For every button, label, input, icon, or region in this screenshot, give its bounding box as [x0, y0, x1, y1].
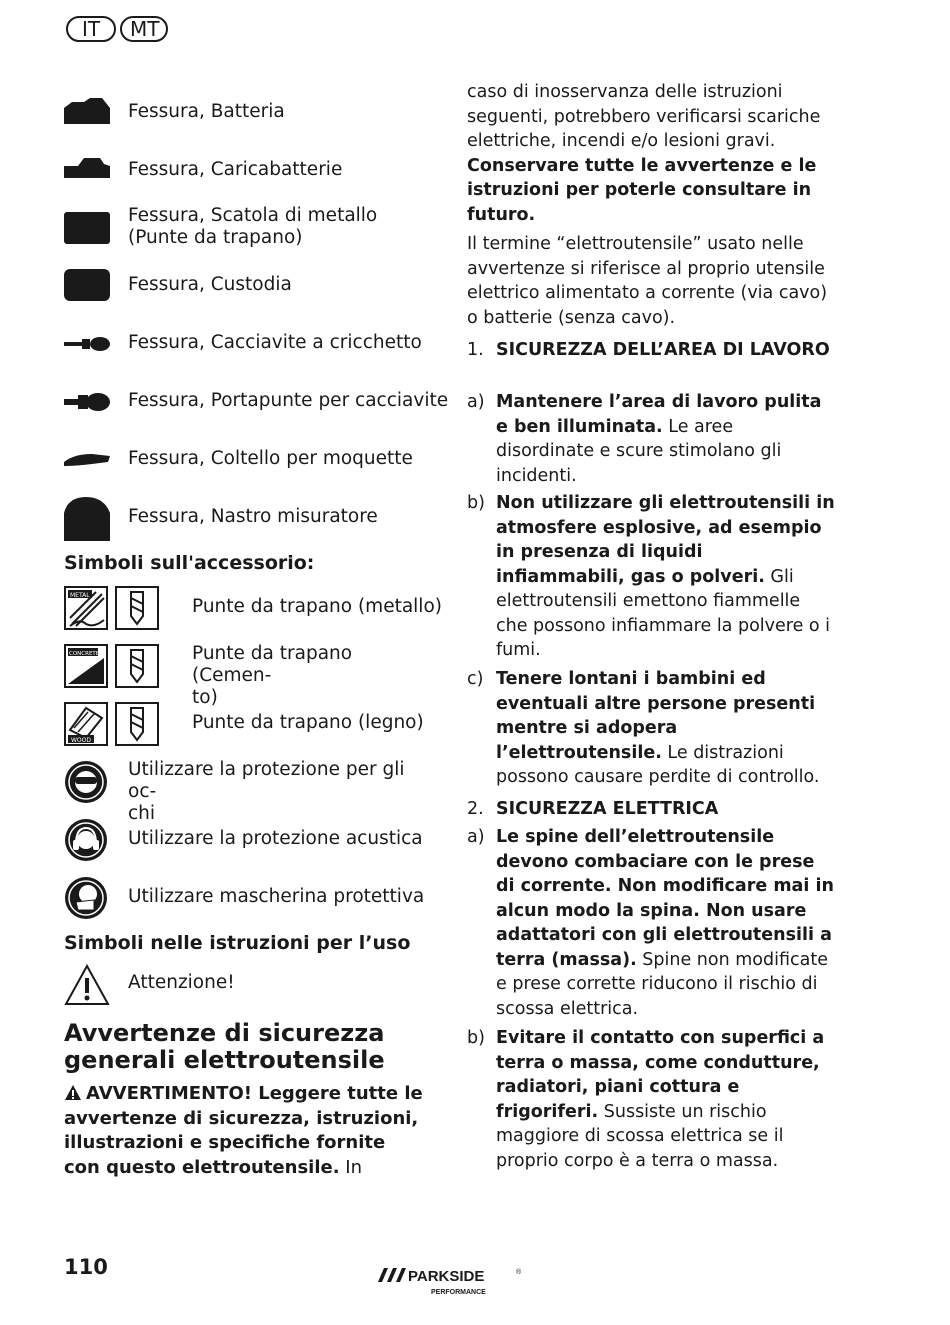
- instructions-symbols-heading: Simboli nelle istruzioni per l’uso: [64, 932, 411, 954]
- protection-label-eyes: Utilizzare la protezione per gli oc- chi: [128, 759, 405, 824]
- section-title: Avvertenze di sicurezza generali elettroutensile: [64, 1019, 385, 1074]
- slot-label-tape-measure: Fessura, Nastro misuratore: [128, 506, 378, 527]
- utility-knife-slot-icon: [64, 452, 110, 468]
- slot-label-utility-knife: Fessura, Coltello per moquette: [128, 448, 413, 469]
- slot-label-battery: Fessura, Batteria: [128, 101, 285, 122]
- svg-text:PARKSIDE: PARKSIDE: [408, 1268, 485, 1285]
- slot-label-bit-holder: Fessura, Portapunte per cacciavite: [128, 390, 449, 411]
- protection-label-mask: Utilizzare mascherina protettiva: [128, 886, 425, 907]
- svg-text:CONCRETE: CONCRETE: [69, 651, 100, 657]
- metal-badge-icon: [64, 586, 108, 630]
- svg-text:PERFORMANCE: PERFORMANCE: [431, 1289, 486, 1296]
- accessory-label-metal: Punte da trapano (metallo): [192, 596, 442, 617]
- general-warning-paragraph: AVVERTIMENTO! Leggere tutte le avvertenze di sicurezza, istruzioni, illustrazioni e specifiche fornite con questo elettroutensile. In: [64, 1083, 423, 1178]
- mask-protection-icon: [64, 876, 108, 920]
- drill-bit-icon: [115, 644, 159, 688]
- definition-paragraph: Il termine “elettroutensile” usato nelle avvertenze si riferisce al proprio utensile elettrico alimentato a corrente (via cavo) o batterie (senza cavo).: [467, 234, 828, 328]
- bit-holder-slot-icon: [64, 392, 110, 412]
- language-badge-it: IT: [66, 16, 116, 42]
- tape-measure-slot-icon: [64, 497, 110, 541]
- protection-label-ears: Utilizzare la protezione acustica: [128, 828, 423, 849]
- slot-label-case: Fessura, Custodia: [128, 274, 292, 295]
- language-badge-mt: MT: [120, 16, 168, 42]
- brand-logo: [376, 1264, 526, 1300]
- slot-label-charger: Fessura, Caricabatterie: [128, 159, 343, 180]
- accessory-label-wood: Punte da trapano (legno): [192, 712, 424, 733]
- svg-text:®: ®: [516, 1269, 522, 1276]
- accessory-label-concrete: Punte da trapano (Cemen- to): [192, 643, 353, 708]
- slot-label-metal-box: Fessura, Scatola di metallo (Punte da trapano): [128, 205, 378, 248]
- eye-protection-icon: [64, 760, 108, 804]
- continuation-paragraph: caso di inosservanza delle istruzioni seguenti, potrebbero verificarsi scariche elettriche, incendi e/o lesioni gravi. Conservare tutte le avvertenze e le istruzioni per poterle consultare in futuro.: [467, 82, 821, 225]
- battery-slot-icon: [64, 98, 110, 126]
- concrete-badge-icon: [64, 644, 108, 688]
- drill-bit-icon: [115, 586, 159, 630]
- wood-badge-icon: [64, 702, 108, 746]
- charger-slot-icon: [64, 158, 110, 180]
- svg-text:METAL: METAL: [70, 592, 90, 599]
- case-slot-icon: [64, 269, 110, 301]
- warning-label: Attenzione!: [128, 972, 235, 993]
- warning-triangle-icon: [64, 964, 110, 1006]
- accessory-symbols-heading: Simboli sull'accessorio:: [64, 552, 315, 574]
- slot-label-ratchet: Fessura, Cacciavite a cricchetto: [128, 332, 422, 353]
- metal-box-slot-icon: [64, 212, 110, 244]
- ear-protection-icon: [64, 818, 108, 862]
- warning-sign-icon: [64, 1084, 82, 1101]
- drill-bit-icon: [115, 702, 159, 746]
- ratchet-screwdriver-slot-icon: [64, 336, 110, 352]
- page-number: 110: [64, 1255, 108, 1279]
- svg-text:WOOD: WOOD: [71, 737, 91, 744]
